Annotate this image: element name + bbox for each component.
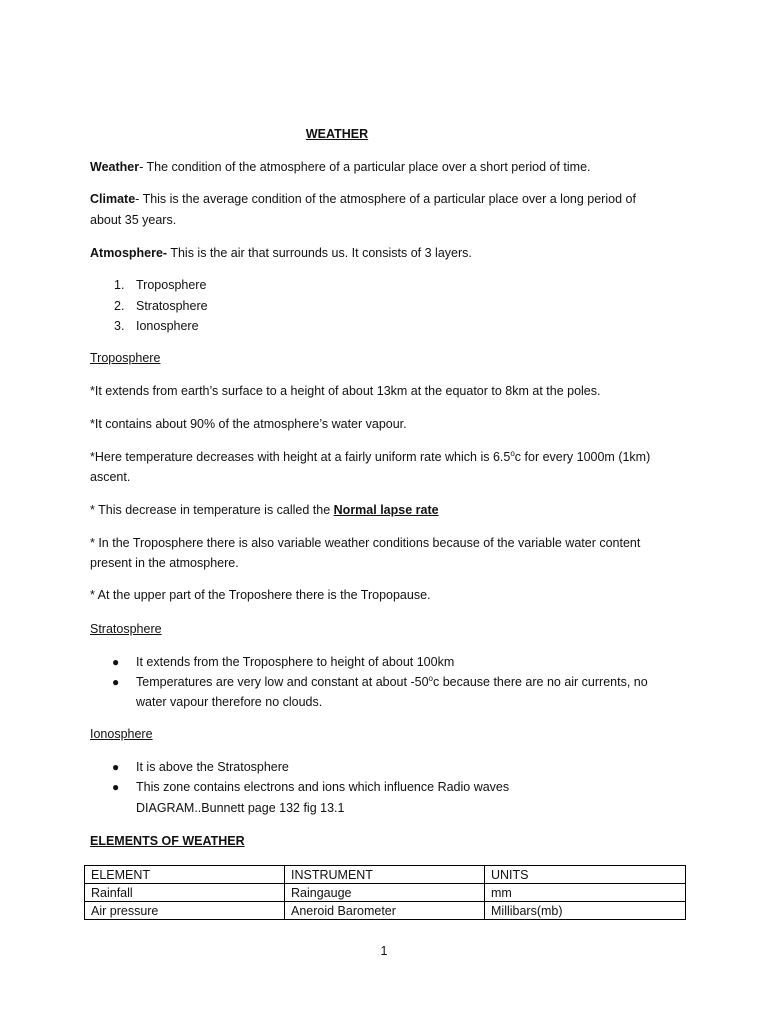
list-number: 1. [114,278,125,292]
table-cell: Rainfall [85,884,285,902]
bullet-icon: ● [112,780,120,794]
degree-superscript: o [428,673,433,683]
climate-text: - This is the average condition of the atmosphere of a particular place over a long period of [135,192,636,206]
table-row [85,884,686,902]
bullet-icon: ● [112,655,120,669]
paragraph-text: * This decrease in temperature is called the [90,503,334,517]
list-item: Troposphere [136,278,207,292]
troposphere-paragraph [90,449,650,465]
ionosphere-heading: Ionosphere [90,727,153,741]
table-cell: Aneroid Barometer [285,902,485,920]
troposphere-paragraph: *It extends from earth’s surface to a height of about 13km at the equator to 8km at the poles. [90,384,601,398]
page-number: 1 [380,944,388,958]
troposphere-heading: Troposphere [90,351,161,365]
atmosphere-definition [90,245,472,261]
table-header-row [85,866,686,884]
list-item: Ionosphere [136,319,199,333]
page-title: WEATHER [305,127,369,141]
elements-table [84,865,686,920]
normal-lapse-rate-term: Normal lapse rate [333,503,439,517]
table-row [85,902,686,920]
elements-heading: ELEMENTS OF WEATHER [90,834,245,848]
list-item: Stratosphere [136,299,208,313]
climate-term: Climate [90,192,136,206]
weather-definition [90,159,591,175]
paragraph-text: c for every 1000m (1km) [514,450,651,464]
bullet-text: It is above the Stratosphere [136,760,289,774]
troposphere-paragraph: *It contains about 90% of the atmosphere’s water vapour. [90,417,407,431]
bullet-icon: ● [112,675,120,689]
troposphere-paragraph: * At the upper part of the Troposhere there is the Tropopause. [90,588,431,602]
bullet-text-cont: water vapour therefore no clouds. [136,695,323,709]
degree-superscript: o [510,448,515,458]
table-cell: Air pressure [85,902,285,920]
troposphere-paragraph: * In the Troposphere there is also variable weather conditions because of the variable water content [90,536,641,550]
climate-text-cont: about 35 years. [90,213,177,227]
table-cell: mm [485,884,686,902]
table-cell: Raingauge [285,884,485,902]
list-number: 3. [114,319,125,333]
list-number: 2. [114,299,125,313]
paragraph-text: *Here temperature decreases with height at a fairly uniform rate which is 6.5 [90,450,511,464]
climate-definition [90,191,636,207]
weather-term: Weather [90,160,140,174]
atmosphere-text: This is the air that surrounds us. It consists of 3 layers. [167,246,472,260]
atmosphere-term: Atmosphere- [90,246,168,260]
table-cell: Millibars(mb) [485,902,686,920]
diagram-reference: DIAGRAM..Bunnett page 132 fig 13.1 [136,801,345,815]
stratosphere-heading: Stratosphere [90,622,162,636]
bullet-icon: ● [112,760,120,774]
troposphere-paragraph-cont: present in the atmosphere. [90,556,239,570]
paragraph-text: Temperatures are very low and constant at about -50 [136,675,429,689]
table-header-cell: INSTRUMENT [285,866,485,884]
paragraph-text: c because there are no air currents, no [432,675,648,689]
troposphere-paragraph [90,502,439,518]
table-header-cell: ELEMENT [85,866,285,884]
bullet-text [136,674,648,690]
bullet-text: It extends from the Troposphere to height of about 100km [136,655,455,669]
bullet-text: This zone contains electrons and ions which influence Radio waves [136,780,510,794]
troposphere-paragraph-cont: ascent. [90,470,131,484]
table-header-cell: UNITS [485,866,686,884]
weather-text: - The condition of the atmosphere of a particular place over a short period of time. [139,160,591,174]
